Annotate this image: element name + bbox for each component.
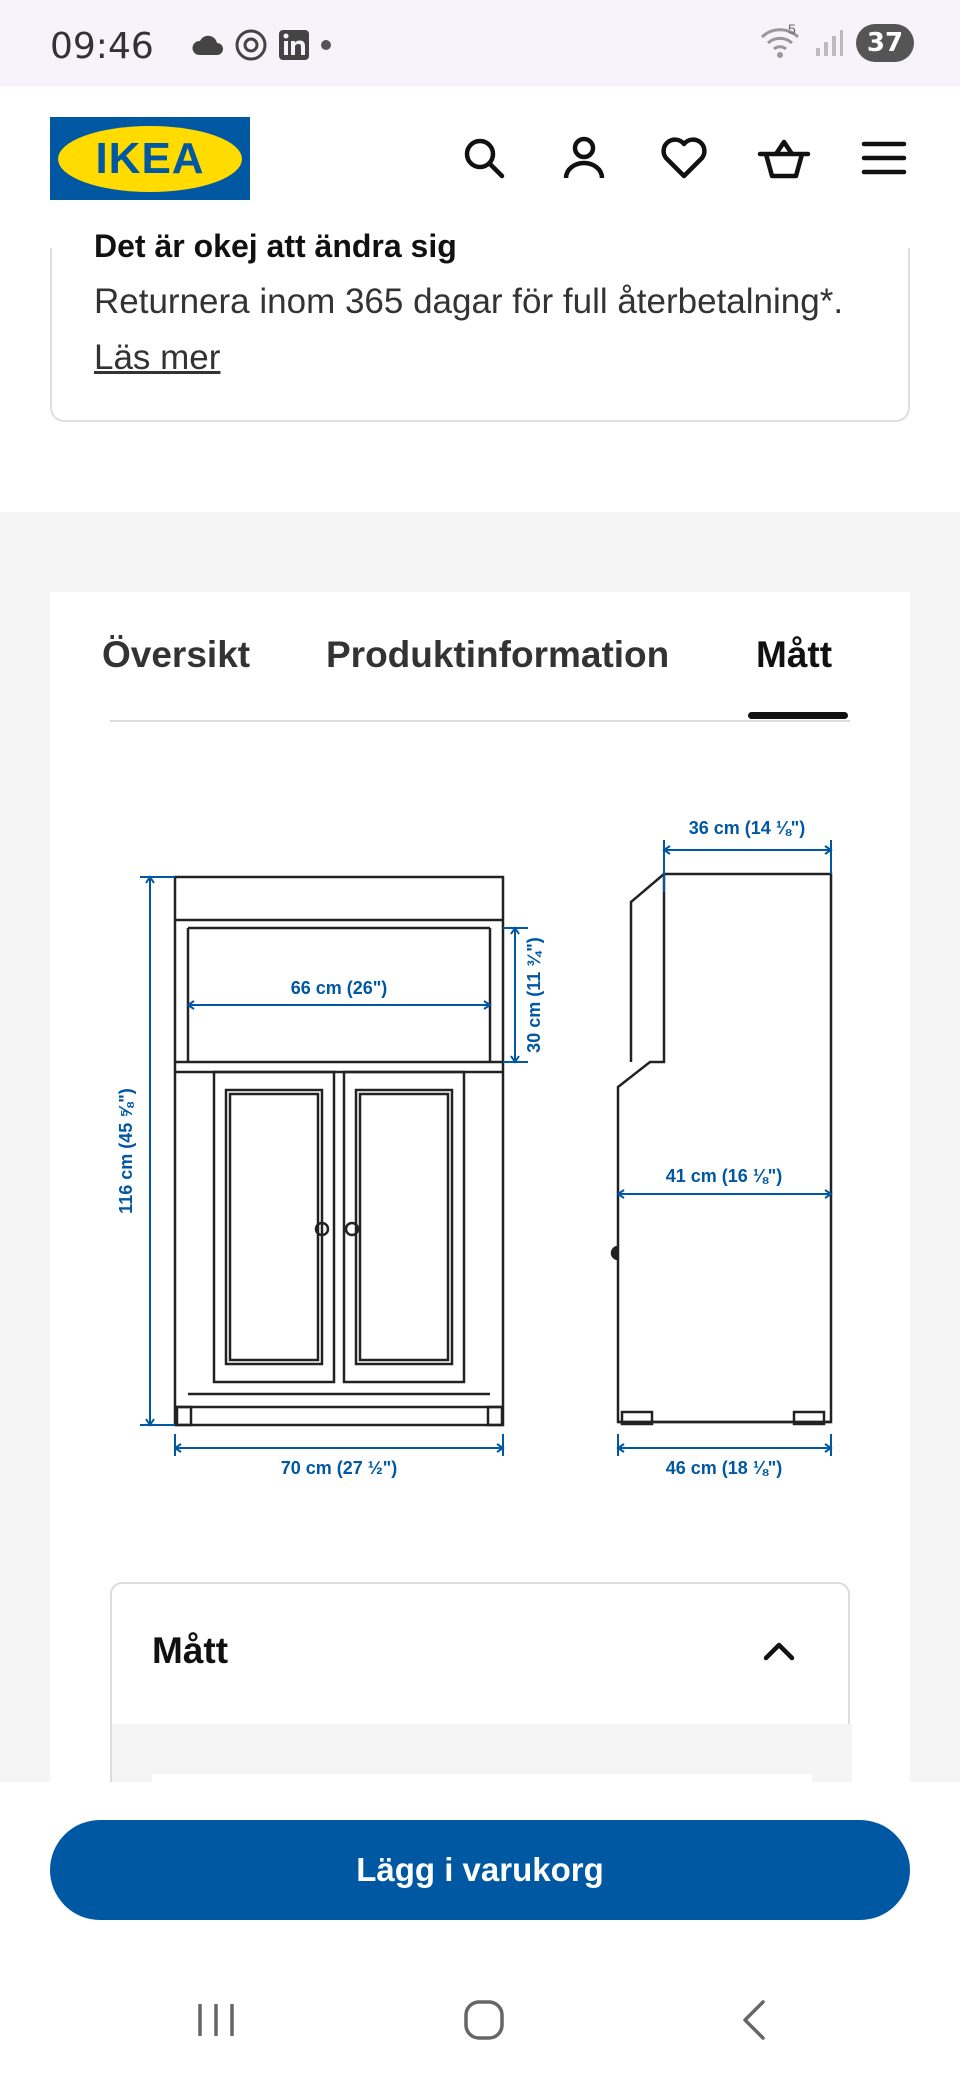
dimension-drawing [50, 762, 910, 1482]
cloud-icon [190, 33, 224, 57]
search-icon[interactable] [458, 132, 510, 184]
header-actions [458, 132, 910, 184]
basket-icon[interactable] [758, 132, 810, 184]
signal-icon [814, 28, 844, 58]
notification-icons [190, 28, 332, 62]
chevron-up-icon[interactable] [762, 1640, 796, 1662]
cabinet-side-view [612, 874, 831, 1424]
site-header [0, 86, 960, 248]
battery-indicator: 37 [856, 24, 914, 62]
dim-shelf-height: 30 cm (11 ¾") [524, 937, 544, 1053]
bottom-cta-bar [0, 1782, 960, 1960]
linkedin-icon [278, 29, 310, 61]
status-bar [0, 0, 960, 86]
dimensions-accordion[interactable] [110, 1582, 850, 1802]
read-more-link[interactable]: Läs mer [94, 338, 221, 377]
wifi-sub-label: 5 [788, 21, 796, 37]
system-nav-bar [0, 1960, 960, 2080]
return-policy-card [50, 228, 910, 422]
tab-matt[interactable]: Mått [756, 634, 833, 675]
active-tab-indicator [748, 712, 848, 719]
recent-apps-icon[interactable] [176, 1980, 256, 2060]
menu-icon[interactable] [858, 132, 910, 184]
return-policy-body: Returnera inom 365 dagar för full återbetalning*. [94, 282, 844, 321]
cabinet-front-view [175, 877, 503, 1425]
product-details-panel [50, 592, 910, 1782]
status-right [758, 21, 914, 62]
logo-oval [58, 126, 242, 192]
dim-top-depth: 36 cm (14 ⅛") [688, 818, 806, 838]
dim-total-width: 70 cm (27 ½") [280, 1458, 398, 1478]
return-policy-heading: Det är okej att ändra sig [94, 228, 457, 264]
tab-produktinformation[interactable]: Produktinformation [326, 634, 670, 675]
wifi-icon [758, 21, 802, 61]
product-tabs [102, 592, 850, 722]
home-icon[interactable] [444, 1980, 524, 2060]
logo-text: IKEA [95, 133, 205, 183]
dot-icon [320, 39, 332, 51]
status-time: 09:46 [50, 26, 154, 67]
dim-inner-width: 66 cm (26") [290, 978, 388, 998]
dim-mid-depth: 41 cm (16 ⅛") [665, 1166, 783, 1186]
accordion-title: Mått [152, 1630, 229, 1671]
tab-oversikt[interactable]: Översikt [102, 634, 251, 675]
ikea-logo[interactable] [50, 117, 250, 200]
back-icon[interactable] [714, 1980, 794, 2060]
heart-icon[interactable] [658, 132, 710, 184]
add-to-cart-button[interactable]: Lägg i varukorg [50, 1820, 910, 1920]
user-icon[interactable] [558, 132, 610, 184]
threads-icon [234, 28, 268, 62]
return-policy-text [94, 274, 854, 386]
dim-total-depth: 46 cm (18 ⅛") [665, 1458, 783, 1478]
dim-total-height: 116 cm (45 ⅝") [116, 1088, 136, 1214]
